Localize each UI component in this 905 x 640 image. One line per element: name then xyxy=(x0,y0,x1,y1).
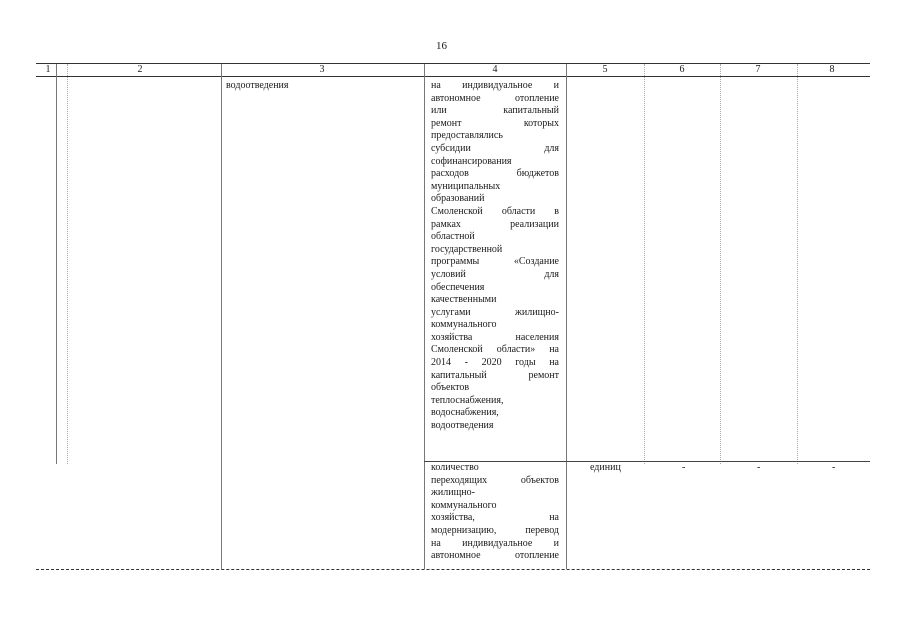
row1-col4-text xyxy=(431,80,559,433)
column-divider-3 xyxy=(424,64,425,569)
row2-col4-line-8: автономное отопление xyxy=(431,550,559,562)
row1-col4-line-18: качественными xyxy=(431,294,497,306)
row1-col4-line-7: софинансирования xyxy=(431,155,512,167)
row2-col5-unit: единиц xyxy=(590,462,621,473)
row1-col4-line-4: ремонт которых xyxy=(431,117,559,129)
row1-col4-line-2: автономное отопление xyxy=(431,92,559,104)
column-divider-2 xyxy=(221,64,222,569)
page-number: 16 xyxy=(436,40,447,52)
column-divider-7 xyxy=(797,64,798,464)
header-col-6: 6 xyxy=(679,64,685,75)
row2-col4-line-4: коммунального xyxy=(431,499,497,511)
row1-col4-line-13: областной xyxy=(431,231,475,243)
row1-col4-line-8: расходов бюджетов xyxy=(431,168,559,180)
row2-col4-line-2: переходящих объектов xyxy=(431,474,559,486)
table-bottom-border xyxy=(36,569,870,570)
row2-col4-line-7: на индивидуальное и xyxy=(431,537,559,549)
row1-col4-line-28: водоотведения xyxy=(431,420,494,432)
header-col-5: 5 xyxy=(602,64,608,75)
row1-col4-line-1: на индивидуальное и xyxy=(431,80,559,91)
row1-col3-text: водоотведения xyxy=(226,80,289,91)
row1-col4-line-25: объектов xyxy=(431,382,470,394)
row1-col4-line-16: условий для xyxy=(431,268,559,280)
column-divider-6 xyxy=(720,64,721,464)
row1-col4-line-27: водоснабжения, xyxy=(431,407,499,419)
table-top-border xyxy=(36,63,870,64)
row2-col4-line-3: жилищно- xyxy=(431,487,475,499)
row1-col4-line-23: 2014 - 2020 годы на xyxy=(431,357,559,369)
row1-col4-line-22: Смоленской области» на xyxy=(431,344,559,356)
row1-col4-line-20: коммунального xyxy=(431,319,497,331)
row2-col8-value: - xyxy=(832,462,836,473)
header-bottom-border xyxy=(36,76,870,77)
row1-col4-line-24: капитальный ремонт xyxy=(431,369,559,381)
row1-col4-line-15: программы «Создание xyxy=(431,256,559,268)
row1-col4-line-19: услугами жилищно- xyxy=(431,306,559,318)
column-divider-1 xyxy=(56,64,57,464)
row1-col4-line-12: рамках реализации xyxy=(431,218,559,230)
row1-col4-line-10: образований xyxy=(431,193,485,205)
row2-col4-line-6: модернизацию, перевод xyxy=(431,524,559,536)
column-divider-5 xyxy=(644,64,645,464)
row2-col7-value: - xyxy=(757,462,761,473)
row1-col4-line-21: хозяйства населения xyxy=(431,331,559,343)
row1-col4-line-9: муниципальных xyxy=(431,180,501,192)
header-col-3: 3 xyxy=(319,64,325,75)
header-col-8: 8 xyxy=(829,64,835,75)
row2-col6-value: - xyxy=(682,462,686,473)
header-col-4: 4 xyxy=(492,64,498,75)
row1-col4-line-11: Смоленской области в xyxy=(431,205,559,217)
row1-col4-line-3: или капитальный xyxy=(431,105,559,117)
header-col-2: 2 xyxy=(137,64,143,75)
row1-col4-line-6: субсидии для xyxy=(431,142,559,154)
header-col-1: 1 xyxy=(45,64,51,75)
column-divider-4 xyxy=(566,64,567,569)
row1-col4-line-5: предоставлялись xyxy=(431,130,503,142)
row1-col4-line-14: государственной xyxy=(431,243,503,255)
row1-col4-line-17: обеспечения xyxy=(431,281,485,293)
column-divider-1b xyxy=(67,64,68,464)
row2-col4-line-5: хозяйства, на xyxy=(431,512,559,524)
row1-col4-line-26: теплоснабжения, xyxy=(431,394,504,406)
row2-col4-text xyxy=(431,462,559,563)
header-col-7: 7 xyxy=(755,64,761,75)
row2-col4-line-1: количество xyxy=(431,462,479,473)
